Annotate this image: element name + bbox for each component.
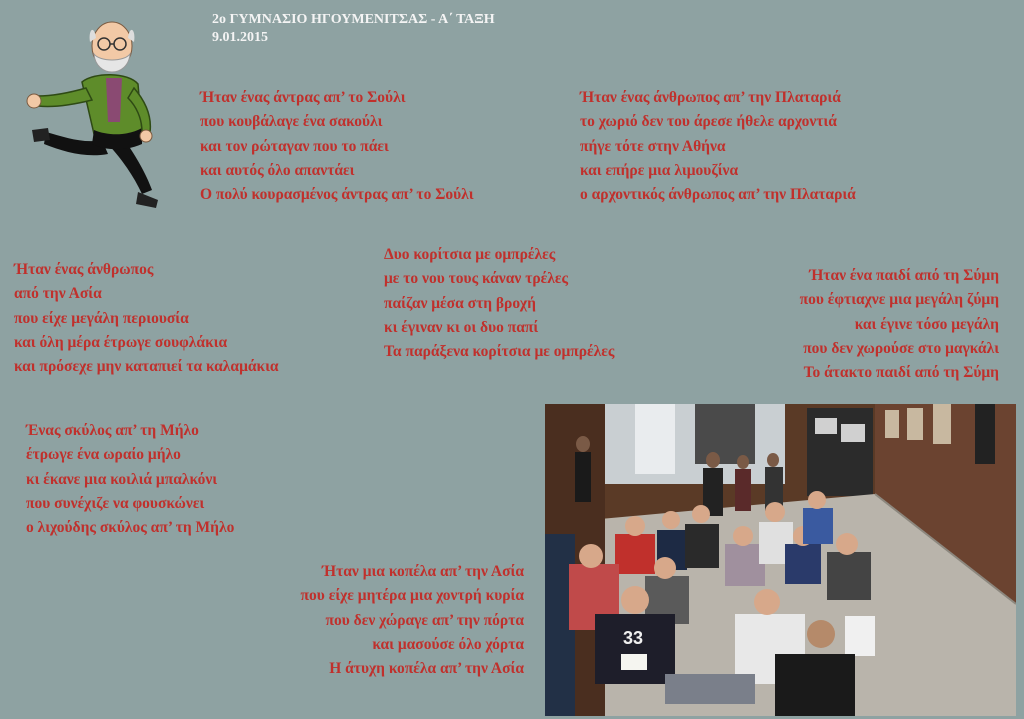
limerick-umbrellas (384, 243, 614, 364)
poem-line: Ήταν ένα παιδί από τη Σύμη (809, 267, 999, 284)
poem-line: από την Ασία (14, 285, 102, 303)
poem-line: και πρόσεχε μην καταπιεί τα καλαμάκια (14, 358, 279, 376)
poem-line: παίζαν μέσα στη βροχή (384, 294, 536, 312)
running-man-illustration (24, 12, 168, 212)
poem-line: που συνέχιζε να φουσκώνει (26, 494, 205, 512)
poem-line: και έγινε τόσο μεγάλη (854, 315, 999, 333)
poem-line: Το άτακτο παιδί από τη Σύμη (803, 364, 999, 382)
limerick-asia-man (14, 258, 279, 379)
poem-line: που δεν χώραγε απ’ την πόρτα (325, 611, 524, 629)
limerick-symi (800, 264, 999, 385)
poem-line: που κουβάλαγε ένα σακούλι (200, 113, 383, 131)
poem-line: και μασούσε όλο χόρτα (372, 635, 524, 653)
poem-line: πήγε τότε στην Αθήνα (580, 137, 726, 155)
poem-line: και όλη μέρα έτρωγε σουφλάκια (14, 333, 228, 351)
poem-line: που έφτιαχνε μια μεγάλη ζύμη (799, 291, 999, 309)
students-photo (545, 404, 1016, 716)
poem-line: Τα παράξενα κορίτσια με ομπρέλες (384, 343, 615, 361)
poem-line: Ήταν μια κοπέλα απ’ την Ασία (322, 563, 524, 580)
poem-line: Η άτυχη κοπέλα απ’ την Ασία (329, 660, 524, 678)
poem-line: ο λιχούδης σκύλος απ’ τη Μήλο (26, 519, 235, 537)
school-title: 2ο ΓΥΜΝΑΣΙΟ ΗΓΟΥΜΕΝΙΤΣΑΣ - Α΄ ΤΑΞΗ (212, 12, 495, 27)
poem-line: με το νου τους κάναν τρέλες (384, 270, 569, 288)
poem-line: και επήρε μια λιμουζίνα (580, 161, 739, 179)
poem-line: και αυτός όλο απαντάει (200, 161, 355, 179)
poem-line: Δυο κορίτσια με ομπρέλες (384, 246, 556, 263)
limerick-milos-dog (26, 419, 234, 540)
poem-line: Ήταν ένας άντρας απ’ το Σούλι (200, 89, 406, 106)
limerick-platariá (580, 86, 856, 207)
poem-line: που είχε μεγάλη περιουσία (14, 309, 189, 327)
poem-line: Ο πολύ κουρασμένος άντρας απ’ το Σούλι (200, 186, 474, 204)
poem-line: που είχε μητέρα μια χοντρή κυρία (300, 587, 524, 605)
date: 9.01.2015 (212, 30, 268, 45)
poem-line: που δεν χωρούσε στο μαγκάλι (803, 339, 999, 357)
poem-line: ο αρχοντικός άνθρωπος απ’ την Πλαταριά (580, 186, 856, 204)
poem-line: το χωριό δεν του άρεσε ήθελε αρχοντιά (580, 113, 837, 131)
poem-line: Ήταν ένας άνθρωπος (14, 261, 154, 278)
poem-line: κι έγιναν κι οι δυο παπί (384, 318, 539, 336)
poem-line: Ένας σκύλος απ’ τη Μήλο (26, 422, 199, 439)
poem-line: κι έκανε μια κοιλιά μπαλκόνι (26, 470, 218, 488)
limerick-souli (200, 86, 474, 207)
page-header (212, 11, 495, 47)
poem-line: και τον ρώταγαν που το πάει (200, 137, 389, 155)
poem-line: έτρωγε ένα ωραίο μήλο (26, 446, 181, 464)
poem-line: Ήταν ένας άνθρωπος απ’ την Πλαταριά (580, 89, 841, 106)
shirt-number: 33 (623, 628, 644, 648)
limerick-asia-girl (301, 560, 524, 681)
